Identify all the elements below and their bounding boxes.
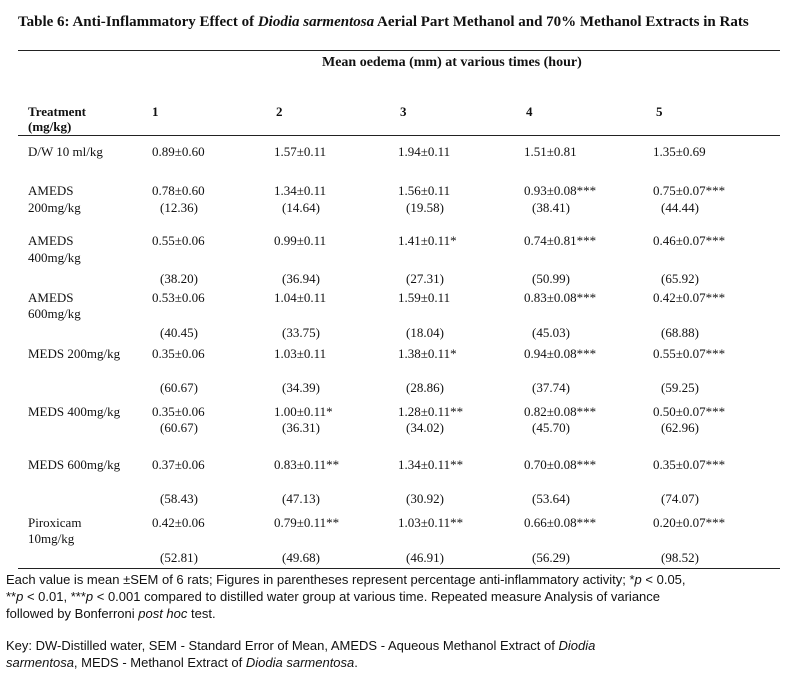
inhibition-percent: (68.88) <box>661 325 699 340</box>
mean-oedema-value: 1.41±0.11* <box>398 233 457 248</box>
mean-oedema-value: 1.00±0.11* <box>274 404 333 419</box>
inhibition-percent: (98.52) <box>661 550 699 565</box>
inhibition-percent: (52.81) <box>160 550 198 565</box>
inhibition-percent: (45.03) <box>532 325 570 340</box>
time-span-header: Mean oedema (mm) at various times (hour) <box>322 55 582 70</box>
inhibition-percent: (74.07) <box>661 491 699 506</box>
mean-oedema-value: 0.50±0.07*** <box>653 404 726 419</box>
mean-oedema-value: 0.70±0.08*** <box>524 457 597 472</box>
footnote: Each value is mean ±SEM of 6 rats; Figures in parentheses represent percentage anti-inflammatory activity; *p < 0.05, **p < 0.01, ***p < 0.001 compared to distilled water group at various time. Repeated measure Analysis of variance followed by Bonferroni post hoc test. <box>6 572 686 621</box>
row-label: MEDS 200mg/kg <box>28 346 121 361</box>
inhibition-percent: (49.68) <box>282 550 320 565</box>
row-label-dose: 400mg/kg <box>28 250 81 265</box>
mean-oedema-value: 0.99±0.11 <box>274 233 327 248</box>
inhibition-percent: (44.44) <box>661 200 699 215</box>
mean-oedema-value: 1.03±0.11 <box>274 346 327 361</box>
inhibition-percent: (34.39) <box>282 380 320 395</box>
mean-oedema-value: 1.28±0.11** <box>398 404 464 419</box>
inhibition-percent: (19.58) <box>406 200 444 215</box>
inhibition-percent: (47.13) <box>282 491 320 506</box>
inhibition-percent: (59.25) <box>661 380 699 395</box>
row-label-dose: 200mg/kg <box>28 200 81 215</box>
key-note: Key: DW-Distilled water, SEM - Standard Error of Mean, AMEDS - Aqueous Methanol Extract of Diodia sarmentosa, MEDS - Methanol Extract of Diodia sarmentosa. <box>6 638 596 670</box>
time-header-3: 3 <box>400 104 407 119</box>
treatment-header: Treatment <box>28 104 86 119</box>
inhibition-percent: (38.41) <box>532 200 570 215</box>
mean-oedema-value: 0.79±0.11** <box>274 515 340 530</box>
header-rule <box>18 135 780 136</box>
mean-oedema-value: 1.34±0.11 <box>274 183 327 198</box>
mean-oedema-value: 0.20±0.07*** <box>653 515 726 530</box>
mean-oedema-value: 1.04±0.11 <box>274 290 327 305</box>
mean-oedema-value: 0.82±0.08*** <box>524 404 597 419</box>
mean-oedema-value: 0.75±0.07*** <box>653 183 726 198</box>
mean-oedema-value: 0.35±0.06 <box>152 346 205 361</box>
mean-oedema-value: 1.34±0.11** <box>398 457 464 472</box>
mean-oedema-value: 1.35±0.69 <box>653 144 706 159</box>
inhibition-percent: (56.29) <box>532 550 570 565</box>
mean-oedema-value: 0.93±0.08*** <box>524 183 597 198</box>
row-label-dose: 10mg/kg <box>28 531 75 546</box>
treatment-unit-header: (mg/kg) <box>28 119 72 134</box>
inhibition-percent: (36.31) <box>282 420 320 435</box>
row-label: MEDS 400mg/kg <box>28 404 121 419</box>
mean-oedema-value: 0.83±0.11** <box>274 457 340 472</box>
mean-oedema-value: 0.66±0.08*** <box>524 515 597 530</box>
mean-oedema-value: 1.51±0.81 <box>524 144 577 159</box>
mean-oedema-value: 1.38±0.11* <box>398 346 457 361</box>
mean-oedema-value: 1.03±0.11** <box>398 515 464 530</box>
mean-oedema-value: 0.46±0.07*** <box>653 233 726 248</box>
inhibition-percent: (58.43) <box>160 491 198 506</box>
mean-oedema-value: 0.55±0.07*** <box>653 346 726 361</box>
inhibition-percent: (40.45) <box>160 325 198 340</box>
inhibition-percent: (12.36) <box>160 200 198 215</box>
inhibition-percent: (14.64) <box>282 200 320 215</box>
mean-oedema-value: 1.56±0.11 <box>398 183 451 198</box>
inhibition-percent: (18.04) <box>406 325 444 340</box>
mean-oedema-value: 0.37±0.06 <box>152 457 205 472</box>
mean-oedema-value: 1.94±0.11 <box>398 144 451 159</box>
mean-oedema-value: 1.59±0.11 <box>398 290 451 305</box>
mean-oedema-value: 0.35±0.07*** <box>653 457 726 472</box>
row-label: MEDS 600mg/kg <box>28 457 121 472</box>
time-header-1: 1 <box>152 104 159 119</box>
table-title <box>18 14 778 31</box>
row-label-dose: 600mg/kg <box>28 306 81 321</box>
inhibition-percent: (53.64) <box>532 491 570 506</box>
inhibition-percent: (27.31) <box>406 271 444 286</box>
mean-oedema-value: 0.42±0.06 <box>152 515 205 530</box>
mean-oedema-value: 0.74±0.81*** <box>524 233 597 248</box>
mean-oedema-value: 0.78±0.60 <box>152 183 205 198</box>
inhibition-percent: (33.75) <box>282 325 320 340</box>
inhibition-percent: (38.20) <box>160 271 198 286</box>
inhibition-percent: (46.91) <box>406 550 444 565</box>
mean-oedema-value: 0.83±0.08*** <box>524 290 597 305</box>
inhibition-percent: (30.92) <box>406 491 444 506</box>
inhibition-percent: (50.99) <box>532 271 570 286</box>
row-label: AMEDS <box>28 290 74 305</box>
time-header-4: 4 <box>526 104 533 119</box>
time-header-2: 2 <box>276 104 283 119</box>
inhibition-percent: (28.86) <box>406 380 444 395</box>
mean-oedema-value: 1.57±0.11 <box>274 144 327 159</box>
mean-oedema-value: 0.94±0.08*** <box>524 346 597 361</box>
inhibition-percent: (34.02) <box>406 420 444 435</box>
mean-oedema-value: 0.42±0.07*** <box>653 290 726 305</box>
inhibition-percent: (60.67) <box>160 380 198 395</box>
mean-oedema-value: 0.89±0.60 <box>152 144 205 159</box>
bottom-rule <box>18 568 780 569</box>
inhibition-percent: (37.74) <box>532 380 570 395</box>
top-rule <box>18 50 780 51</box>
row-label: Piroxicam <box>28 515 82 530</box>
row-label: D/W 10 ml/kg <box>28 144 103 159</box>
inhibition-percent: (36.94) <box>282 271 320 286</box>
mean-oedema-value: 0.55±0.06 <box>152 233 205 248</box>
title-text-end: Aerial Part Methanol and 70% Methanol Extracts in Rats <box>374 14 749 30</box>
time-header-5: 5 <box>656 104 663 119</box>
row-label: AMEDS <box>28 183 74 198</box>
inhibition-percent: (62.96) <box>661 420 699 435</box>
title-text: Table 6: Anti-Inflammatory Effect of <box>18 14 258 30</box>
mean-oedema-value: 0.35±0.06 <box>152 404 205 419</box>
mean-oedema-value: 0.53±0.06 <box>152 290 205 305</box>
inhibition-percent: (65.92) <box>661 271 699 286</box>
row-label: AMEDS <box>28 233 74 248</box>
inhibition-percent: (45.70) <box>532 420 570 435</box>
title-species: Diodia sarmentosa <box>257 14 375 30</box>
inhibition-percent: (60.67) <box>160 420 198 435</box>
